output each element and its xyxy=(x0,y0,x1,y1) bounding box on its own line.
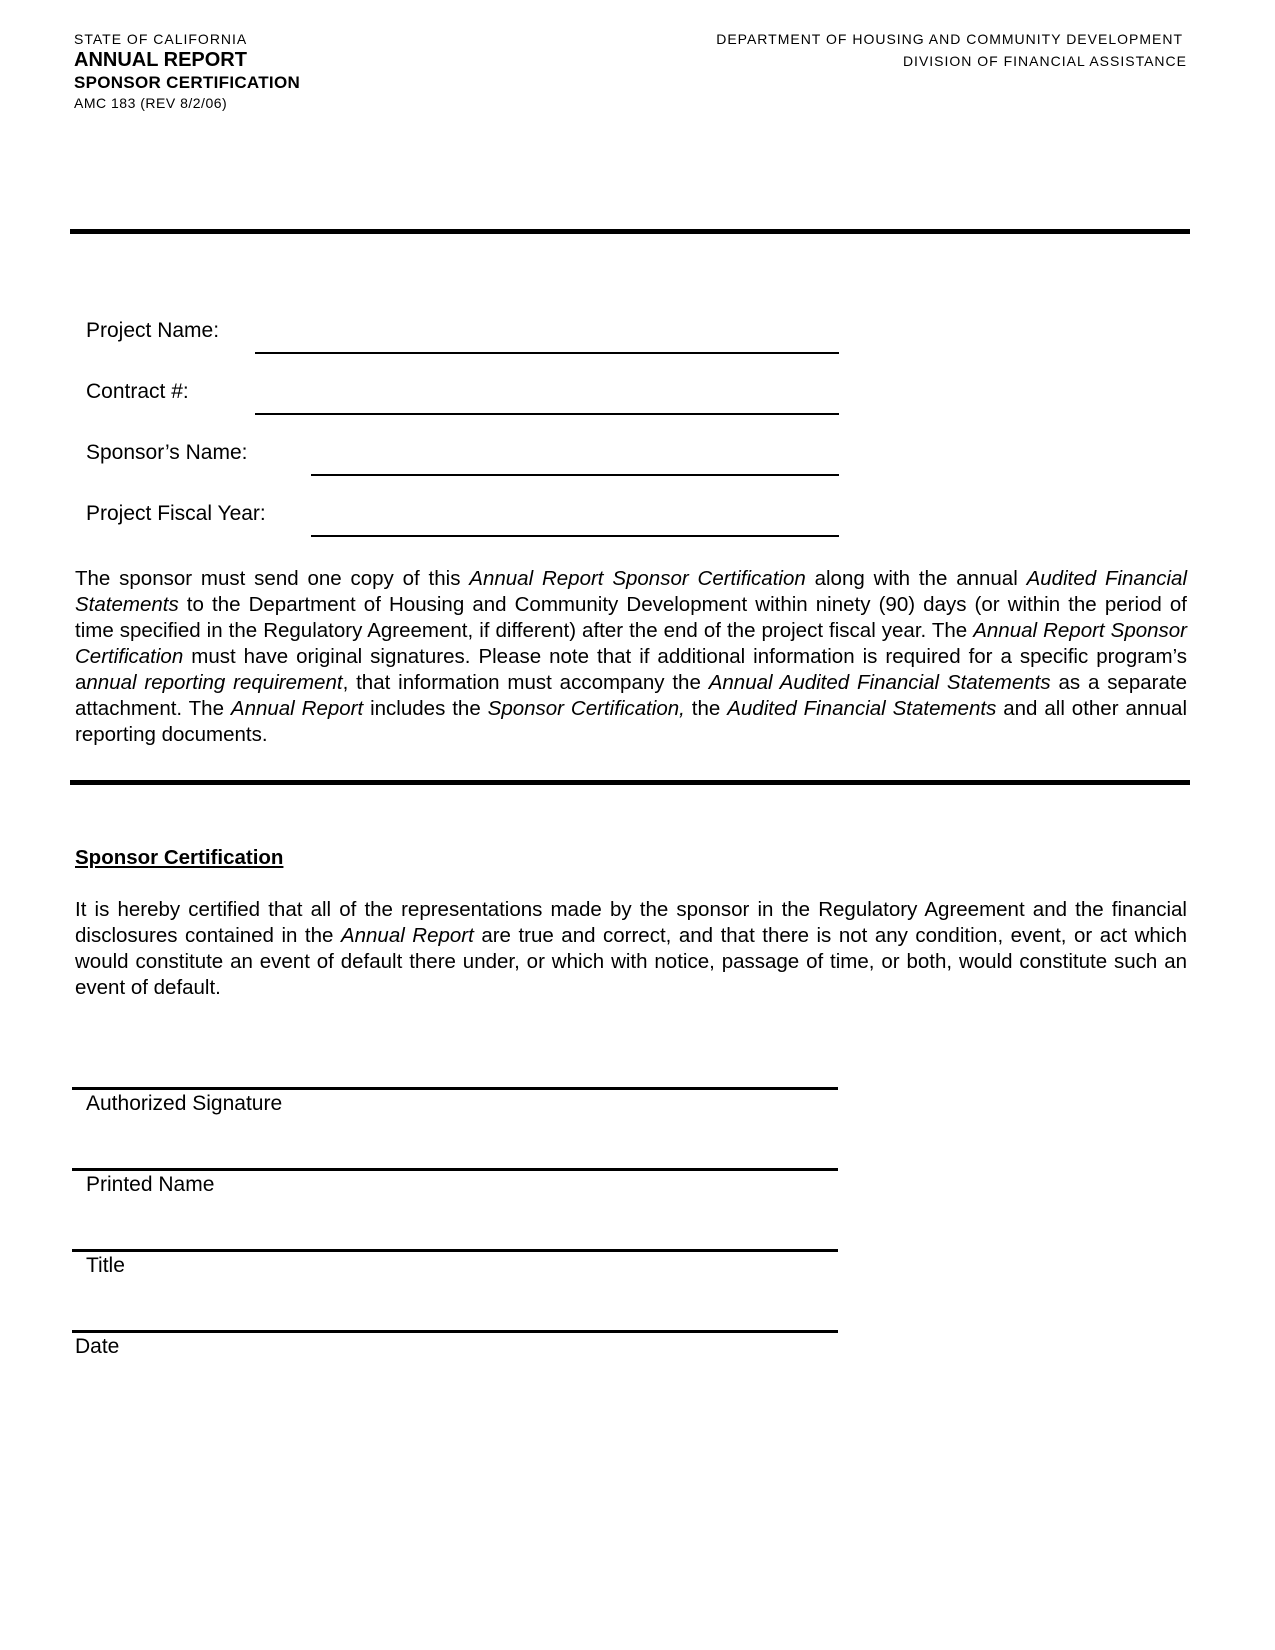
form-code: AMC 183 (REV 8/2/06) xyxy=(74,95,228,111)
form-subtitle: SPONSOR CERTIFICATION xyxy=(74,73,301,92)
printed-name-line[interactable] xyxy=(72,1168,838,1171)
state-label: STATE OF CALIFORNIA xyxy=(74,31,248,47)
contract-number-field[interactable] xyxy=(255,413,839,415)
certification-heading: Sponsor Certification xyxy=(75,846,284,869)
sponsor-name-label: Sponsor’s Name: xyxy=(86,441,248,464)
division-label: DIVISION OF FINANCIAL ASSISTANCE xyxy=(902,53,1187,69)
date-label: Date xyxy=(75,1335,120,1358)
form-title: ANNUAL REPORT xyxy=(74,49,247,71)
header-divider xyxy=(70,229,1190,234)
certification-paragraph: It is hereby certified that all of the representations made by the sponsor in the Regulatory Agreement and the financial disclosures contained in the Annual Report are true and correct, and that there is not any condition, event, or act which would constitute an event of default there under, or which with notice, passage of time, or both, would constitute such an event of default. xyxy=(75,898,1187,999)
sponsor-name-field[interactable] xyxy=(311,474,839,476)
printed-name-label: Printed Name xyxy=(86,1173,215,1196)
department-label: DEPARTMENT OF HOUSING AND COMMUNITY DEVELOPMENT xyxy=(716,31,1183,47)
fiscal-year-label: Project Fiscal Year: xyxy=(86,502,266,525)
title-label: Title xyxy=(86,1254,125,1277)
project-name-label: Project Name: xyxy=(86,319,220,342)
authorized-signature-line[interactable] xyxy=(72,1087,838,1090)
project-name-field[interactable] xyxy=(255,352,839,354)
fiscal-year-field[interactable] xyxy=(311,535,839,537)
instructions-paragraph: The sponsor must send one copy of this Annual Report Sponsor Certification along with the annual Audited Financial Statements to the Department of Housing and Community Development within ninety (90) days (or within the period of time specified in the Regulatory Agreement, if different) after the end of the project fiscal year. The Annual Report Sponsor Certification must have original signatures. Please note that if additional information is required for a specific program’s annual reporting requirement, that information must accompany the Annual Audited Financial Statements as a separate attachment. The Annual Report includes the Sponsor Certification, the Audited Financial Statements and all other annual reporting documents. xyxy=(75,567,1188,746)
date-line[interactable] xyxy=(72,1330,838,1333)
contract-number-label: Contract #: xyxy=(86,380,189,403)
title-line[interactable] xyxy=(72,1249,838,1252)
section-divider xyxy=(70,780,1190,785)
authorized-signature-label: Authorized Signature xyxy=(86,1092,283,1115)
